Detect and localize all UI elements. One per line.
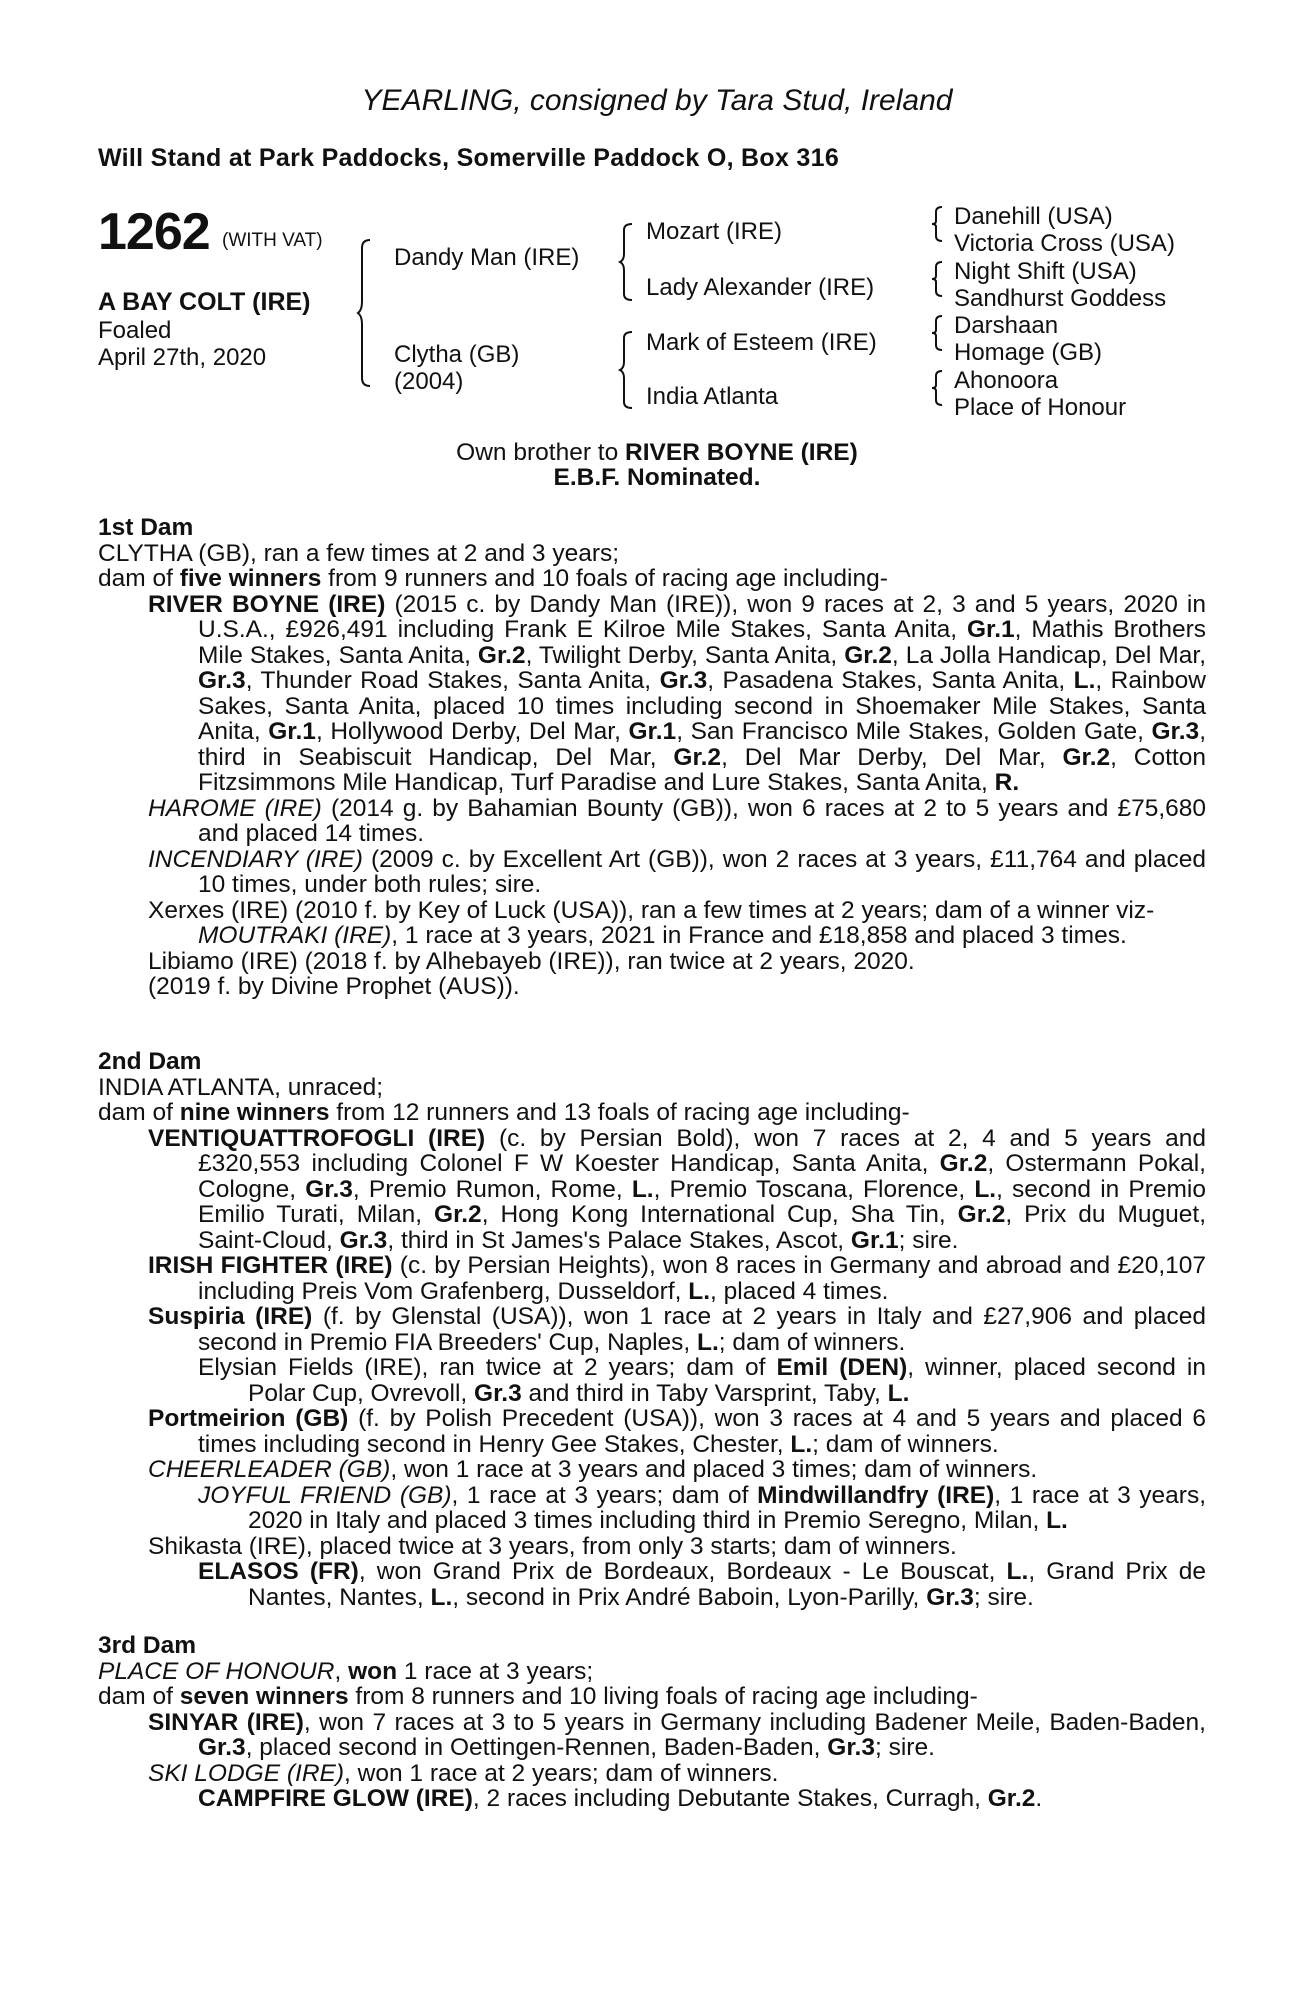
foaled-info: [98, 317, 328, 371]
pedigree-dam-sire: Mark of Esteem (IRE): [646, 329, 877, 356]
produce-harome: HAROME (IRE) (2014 g. by Bahamian Bounty (GB)), won 6 races at 2 to 5 years and £75,680 and placed 14 times.: [148, 794, 1207, 847]
produce-suspiria: Suspiria (IRE) (f. by Glenstal (USA)), won 1 race at 2 years in Italy and £27,906 and placed second in Premio FIA Breeders' Cup, Naples, L.; dam of winners.: [148, 1303, 1207, 1356]
pedigree-sire: Dandy Man (IRE): [394, 244, 580, 271]
section-title: 1st Dam: [98, 514, 194, 541]
pedigree-brace-1: [356, 238, 376, 388]
dam-line: CLYTHA (GB), ran a few times at 2 and 3 years;: [98, 539, 620, 567]
produce-portmeirion: Portmeirion (GB) (f. by Polish Precedent (USA)), won 3 races at 4 and 5 years and placed 6 times including second in Henry Gee Stakes, Chester, L.; dam of winners.: [148, 1405, 1206, 1458]
produce-sinyar: SINYAR (IRE), won 7 races at 3 to 5 years in Germany including Badener Meile, Baden-Baden, Gr.3, placed second in Oettingen-Rennen, Baden-Baden, Gr.3; sire.: [148, 1708, 1206, 1761]
produce-river-boyne: RIVER BOYNE (IRE) (2015 c. by Dandy Man (IRE)), won 9 races at 2, 3 and 5 years, 2020 in U.S.A., £926,491 including Frank E Kilroe Mile Stakes, Santa Anita, Gr.1, Mathis Brothers Mile Stakes, Santa Anita, Gr.2, Twilight Derby, Santa Anita, Gr.2, La Jolla Handicap, Del Mar, Gr.3, Thunder Road Stakes, Santa Anita, Gr.3, Pasadena Stakes, Santa Anita, L., Rainbow Sakes, Santa Anita, placed 10 times including second in Shoemaker Mile Stakes, Santa Anita, Gr.1, Hollywood Derby, Del Mar, Gr.1, San Francisco Mile Stakes, Golden Gate, Gr.3, third in Seabiscuit Handicap, Del Mar, Gr.2, Del Mar Derby, Del Mar, Gr.2, Cotton Fitzsimmons Mile Handicap, Turf Paradise and Lure Stakes, Santa Anita, R.: [148, 590, 1207, 796]
produce-moutraki: MOUTRAKI (IRE), 1 race at 3 years, 2021 in France and £18,858 and placed 3 times.: [198, 922, 1127, 949]
produce-irish-fighter: IRISH FIGHTER (IRE) (c. by Persian Heights), won 8 races in Germany and abroad and £20,107 including Preis Vom Grafenberg, Dusseldorf, L., placed 4 times.: [148, 1252, 1207, 1305]
foaled-label: Foaled: [98, 317, 172, 344]
own-brother-note: [0, 440, 1314, 466]
pedigree-sire-sire: Mozart (IRE): [646, 218, 783, 245]
produce-summary: dam of nine winners from 12 runners and 13 foals of racing age including-: [98, 1099, 910, 1126]
pedigree-brace-2a: [618, 222, 638, 302]
produce-shikasta: Shikasta (IRE), placed twice at 3 years, from only 3 starts; dam of winners.: [148, 1532, 957, 1560]
pedigree-g4: Sandhurst Goddess: [954, 285, 1167, 312]
dam-line: INDIA ATLANTA, unraced;: [98, 1073, 384, 1101]
pedigree-brace-3c: [930, 314, 948, 352]
produce-2019: (2019 f. by Divine Prophet (AUS)).: [148, 973, 520, 1000]
produce-elasos: ELASOS (FR), won Grand Prix de Bordeaux, Bordeaux - Le Bouscat, L., Grand Prix de Nantes, Nantes, L., second in Prix André Baboin, Lyon-Parilly, Gr.3; sire.: [198, 1558, 1206, 1611]
produce-elysian-fields: Elysian Fields (IRE), ran twice at 2 years; dam of Emil (DEN), winner, placed second in Polar Cup, Ovrevoll, Gr.3 and third in Taby Varsprint, Taby, L.: [198, 1354, 1206, 1407]
produce-incendiary: INCENDIARY (IRE) (2009 c. by Excellent Art (GB)), won 2 races at 3 years, £11,764 and placed 10 times, under both rules; sire.: [148, 845, 1206, 898]
pedigree-g6: Homage (GB): [954, 339, 1103, 366]
pedigree-g7: Ahonoora: [954, 367, 1059, 394]
produce-ski-lodge: SKI LODGE (IRE), won 1 race at 2 years; dam of winners.: [148, 1759, 779, 1787]
first-dam-section: [98, 515, 1206, 1000]
foaled-date: April 27th, 2020: [98, 344, 267, 371]
produce-campfire-glow: CAMPFIRE GLOW (IRE), 2 races including Debutante Stakes, Curragh, Gr.2.: [198, 1785, 1043, 1812]
produce-ventiquattrofogli: VENTIQUATTROFOGLI (IRE) (c. by Persian Bold), won 7 races at 2, 4 and 5 years and £320,553 including Colonel F W Koester Handicap, Santa Anita, Gr.2, Ostermann Pokal, Cologne, Gr.3, Premio Rumon, Rome, L., Premio Toscana, Florence, L., second in Premio Emilio Turati, Milan, Gr.2, Hong Kong International Cup, Sha Tin, Gr.2, Prix du Muguet, Saint-Cloud, Gr.3, third in St James's Palace Stakes, Ascot, Gr.1; sire.: [148, 1124, 1207, 1254]
pedigree-brace-3d: [930, 369, 948, 407]
section-title: 2nd Dam: [98, 1048, 202, 1075]
pedigree-brace-3b: [930, 260, 948, 298]
third-dam-section: [98, 1633, 1206, 1812]
own-brother-prefix: Own brother to: [456, 439, 626, 466]
pedigree-g5: Darshaan: [954, 312, 1059, 339]
pedigree-g3: Night Shift (USA): [954, 258, 1137, 285]
stand-location: Will Stand at Park Paddocks, Somerville Paddock O, Box 316: [98, 144, 840, 172]
pedigree-dam-dam: India Atlanta: [646, 383, 779, 410]
pedigree-brace-3a: [930, 205, 948, 243]
pedigree-sire-dam: Lady Alexander (IRE): [646, 274, 875, 301]
ebf-nominated: E.B.F. Nominated.: [553, 464, 761, 491]
produce-summary: dam of seven winners from 8 runners and 10 living foals of racing age including-: [98, 1683, 978, 1710]
pedigree-brace-2b: [618, 330, 638, 410]
vat-note: (WITH VAT): [222, 230, 323, 251]
pedigree-dam: Clytha (GB): [394, 341, 520, 368]
pedigree-g8: Place of Honour: [954, 394, 1127, 421]
page-heading: YEARLING, consigned by Tara Stud, Ireland: [361, 84, 953, 117]
produce-joyful-friend: JOYFUL FRIEND (GB), 1 race at 3 years; dam of Mindwillandfry (IRE), 1 race at 3 years, 2020 in Italy and placed 3 times including third in Premio Seregno, Milan, L.: [198, 1481, 1207, 1534]
produce-libiamo: Libiamo (IRE) (2018 f. by Alhebayeb (IRE)), ran twice at 2 years, 2020.: [148, 947, 915, 975]
lot-description: A BAY COLT (IRE): [98, 288, 311, 316]
produce-summary: dam of five winners from 9 runners and 10 foals of racing age including-: [98, 565, 888, 592]
lot-number: 1262: [98, 203, 210, 261]
pedigree-g1: Danehill (USA): [954, 203, 1113, 230]
section-title: 3rd Dam: [98, 1632, 197, 1659]
pedigree-dam-year: (2004): [394, 368, 464, 395]
pedigree-g2: Victoria Cross (USA): [954, 230, 1175, 257]
own-brother-name: RIVER BOYNE (IRE): [625, 439, 858, 466]
produce-cheerleader: CHEERLEADER (GB), won 1 race at 3 years and placed 3 times; dam of winners.: [148, 1456, 1038, 1483]
dam-line: PLACE OF HONOUR, won 1 race at 3 years;: [98, 1657, 594, 1685]
produce-xerxes: Xerxes (IRE) (2010 f. by Key of Luck (USA)), ran a few times at 2 years; dam of a winner viz-: [148, 896, 1155, 924]
second-dam-section: [98, 1049, 1206, 1610]
